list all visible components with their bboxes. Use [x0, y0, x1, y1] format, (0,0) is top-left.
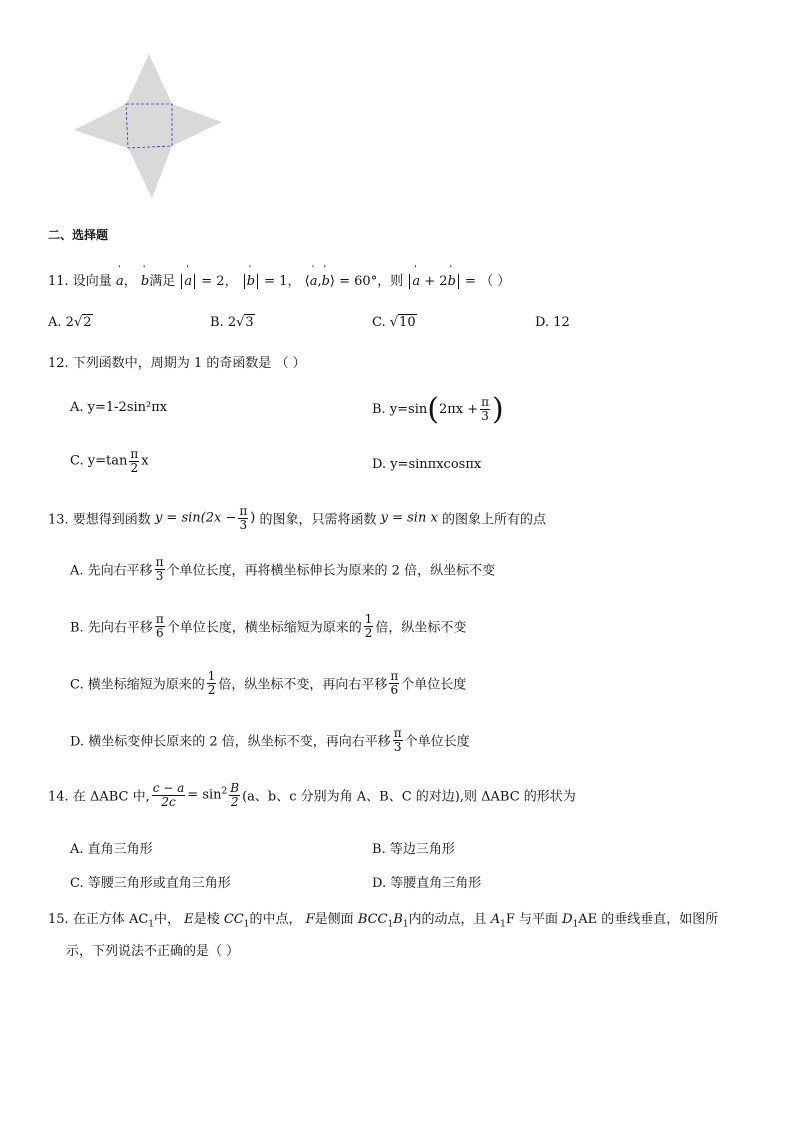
q11-option-d[interactable]: D. 12 [535, 315, 570, 330]
q14-option-b[interactable]: B. 等边三角形 [372, 842, 455, 857]
q14-stem: 14. 在 ΔABC 中, $\frac{c - a}{2c}$ = $\sin^2$ $\frac{B}{2}$ (a、b、c 分别为角 A、B、C 的对边),则 ΔABC 的形状为 [48, 781, 576, 809]
q12-option-b[interactable]: B. y=sin(2πx + $\frac{\pi}{3}$ ) [372, 392, 504, 427]
pyramid-net-figure [70, 50, 230, 210]
q11-then: ，则 [377, 274, 404, 289]
net-triangle-left [74, 104, 128, 148]
q11-eq1: = 2 [201, 274, 225, 289]
q13-option-c[interactable]: C. 横坐标缩短为原来的 $\frac{1}{2}$ 倍，纵坐标不变，再向右平移 $\frac{\pi}{6}$ 个单位长度 [70, 669, 467, 697]
question-11: 11. 设向量 ' a， ' b满足 ' a = 2， ' b = 1， ⟨' a,' b⟩ = 60°，则 ' a + 2' b = （ ） [48, 270, 510, 289]
vector-b-abs: ' b [247, 274, 255, 289]
net-triangle-top [126, 54, 172, 104]
q11-option-b[interactable]: B. 2√3 [210, 315, 254, 330]
vector-a-abs: ' a [184, 274, 192, 289]
q12-option-d[interactable]: D. y=sinπxcosπx [372, 457, 482, 472]
net-triangle-right [172, 104, 222, 146]
section-title: 二、选择题 [48, 228, 109, 242]
q11-sep: ， [123, 274, 137, 289]
q12-option-c[interactable]: C. y=tan $\frac{\pi}{2}$ x [70, 447, 149, 475]
q11-text1: 满足 [149, 274, 176, 289]
q11-end: = （ ） [465, 274, 511, 289]
vector-b: ' b [141, 274, 149, 289]
q11-option-a[interactable]: A. 2√2 [48, 315, 92, 330]
q11-prefix: 11. 设向量 [48, 274, 112, 289]
q14-option-c[interactable]: C. 等腰三角形或直角三角形 [70, 876, 231, 891]
q13-option-b[interactable]: B. 先向右平移 $\frac{\pi}{6}$ 个单位长度，横坐标缩短为原来的 $\frac{1}{2}$ 倍，纵坐标不变 [70, 612, 467, 640]
q13-option-a[interactable]: A. 先向右平移 $\frac{\pi}{3}$ 个单位长度，再将横坐标伸长为原来的 2 倍，纵坐标不变 [70, 555, 496, 583]
q12-stem: 12. 下列函数中，周期为 1 的奇函数是 （ ） [48, 356, 306, 371]
q11-plus: + 2 [424, 274, 448, 289]
q12-option-a[interactable]: A. y=1-2sin²πx [70, 400, 168, 415]
q15-line-2: 示，下列说法不正确的是（ ） [66, 944, 240, 959]
net-triangle-bottom [128, 146, 172, 198]
q13-option-d[interactable]: D. 横坐标变伸长原来的 2 倍，纵坐标不变，再向右平移 $\frac{\pi}{3}$ 个单位长度 [70, 726, 470, 754]
q11-option-c[interactable]: C. √10 [372, 315, 416, 330]
q11-eq3: = 60° [339, 274, 378, 289]
net-base-square [126, 104, 172, 148]
q15-line-1: 15. 在正方体 $AC_1$中， E是棱 $CC_1$的中点， F是侧面 $BCC_1B_1$内的动点，且 $A_1F$ 与平面 $D_1AE$ 的垂线垂直，如图所 [48, 912, 719, 930]
angle-bracket: ⟨' a,' b⟩ [305, 274, 335, 289]
q11-eq2: = 1 [264, 274, 288, 289]
q14-option-a[interactable]: A. 直角三角形 [70, 842, 153, 857]
vector-a: ' a [116, 274, 124, 289]
q13-stem: 13. 要想得到函数 y = sin(2x − $\frac{\pi}{3}$ ) 的图象，只需将函数 y = sin x 的图象上所有的点 [48, 504, 546, 532]
q14-option-d[interactable]: D. 等腰直角三角形 [372, 876, 482, 891]
